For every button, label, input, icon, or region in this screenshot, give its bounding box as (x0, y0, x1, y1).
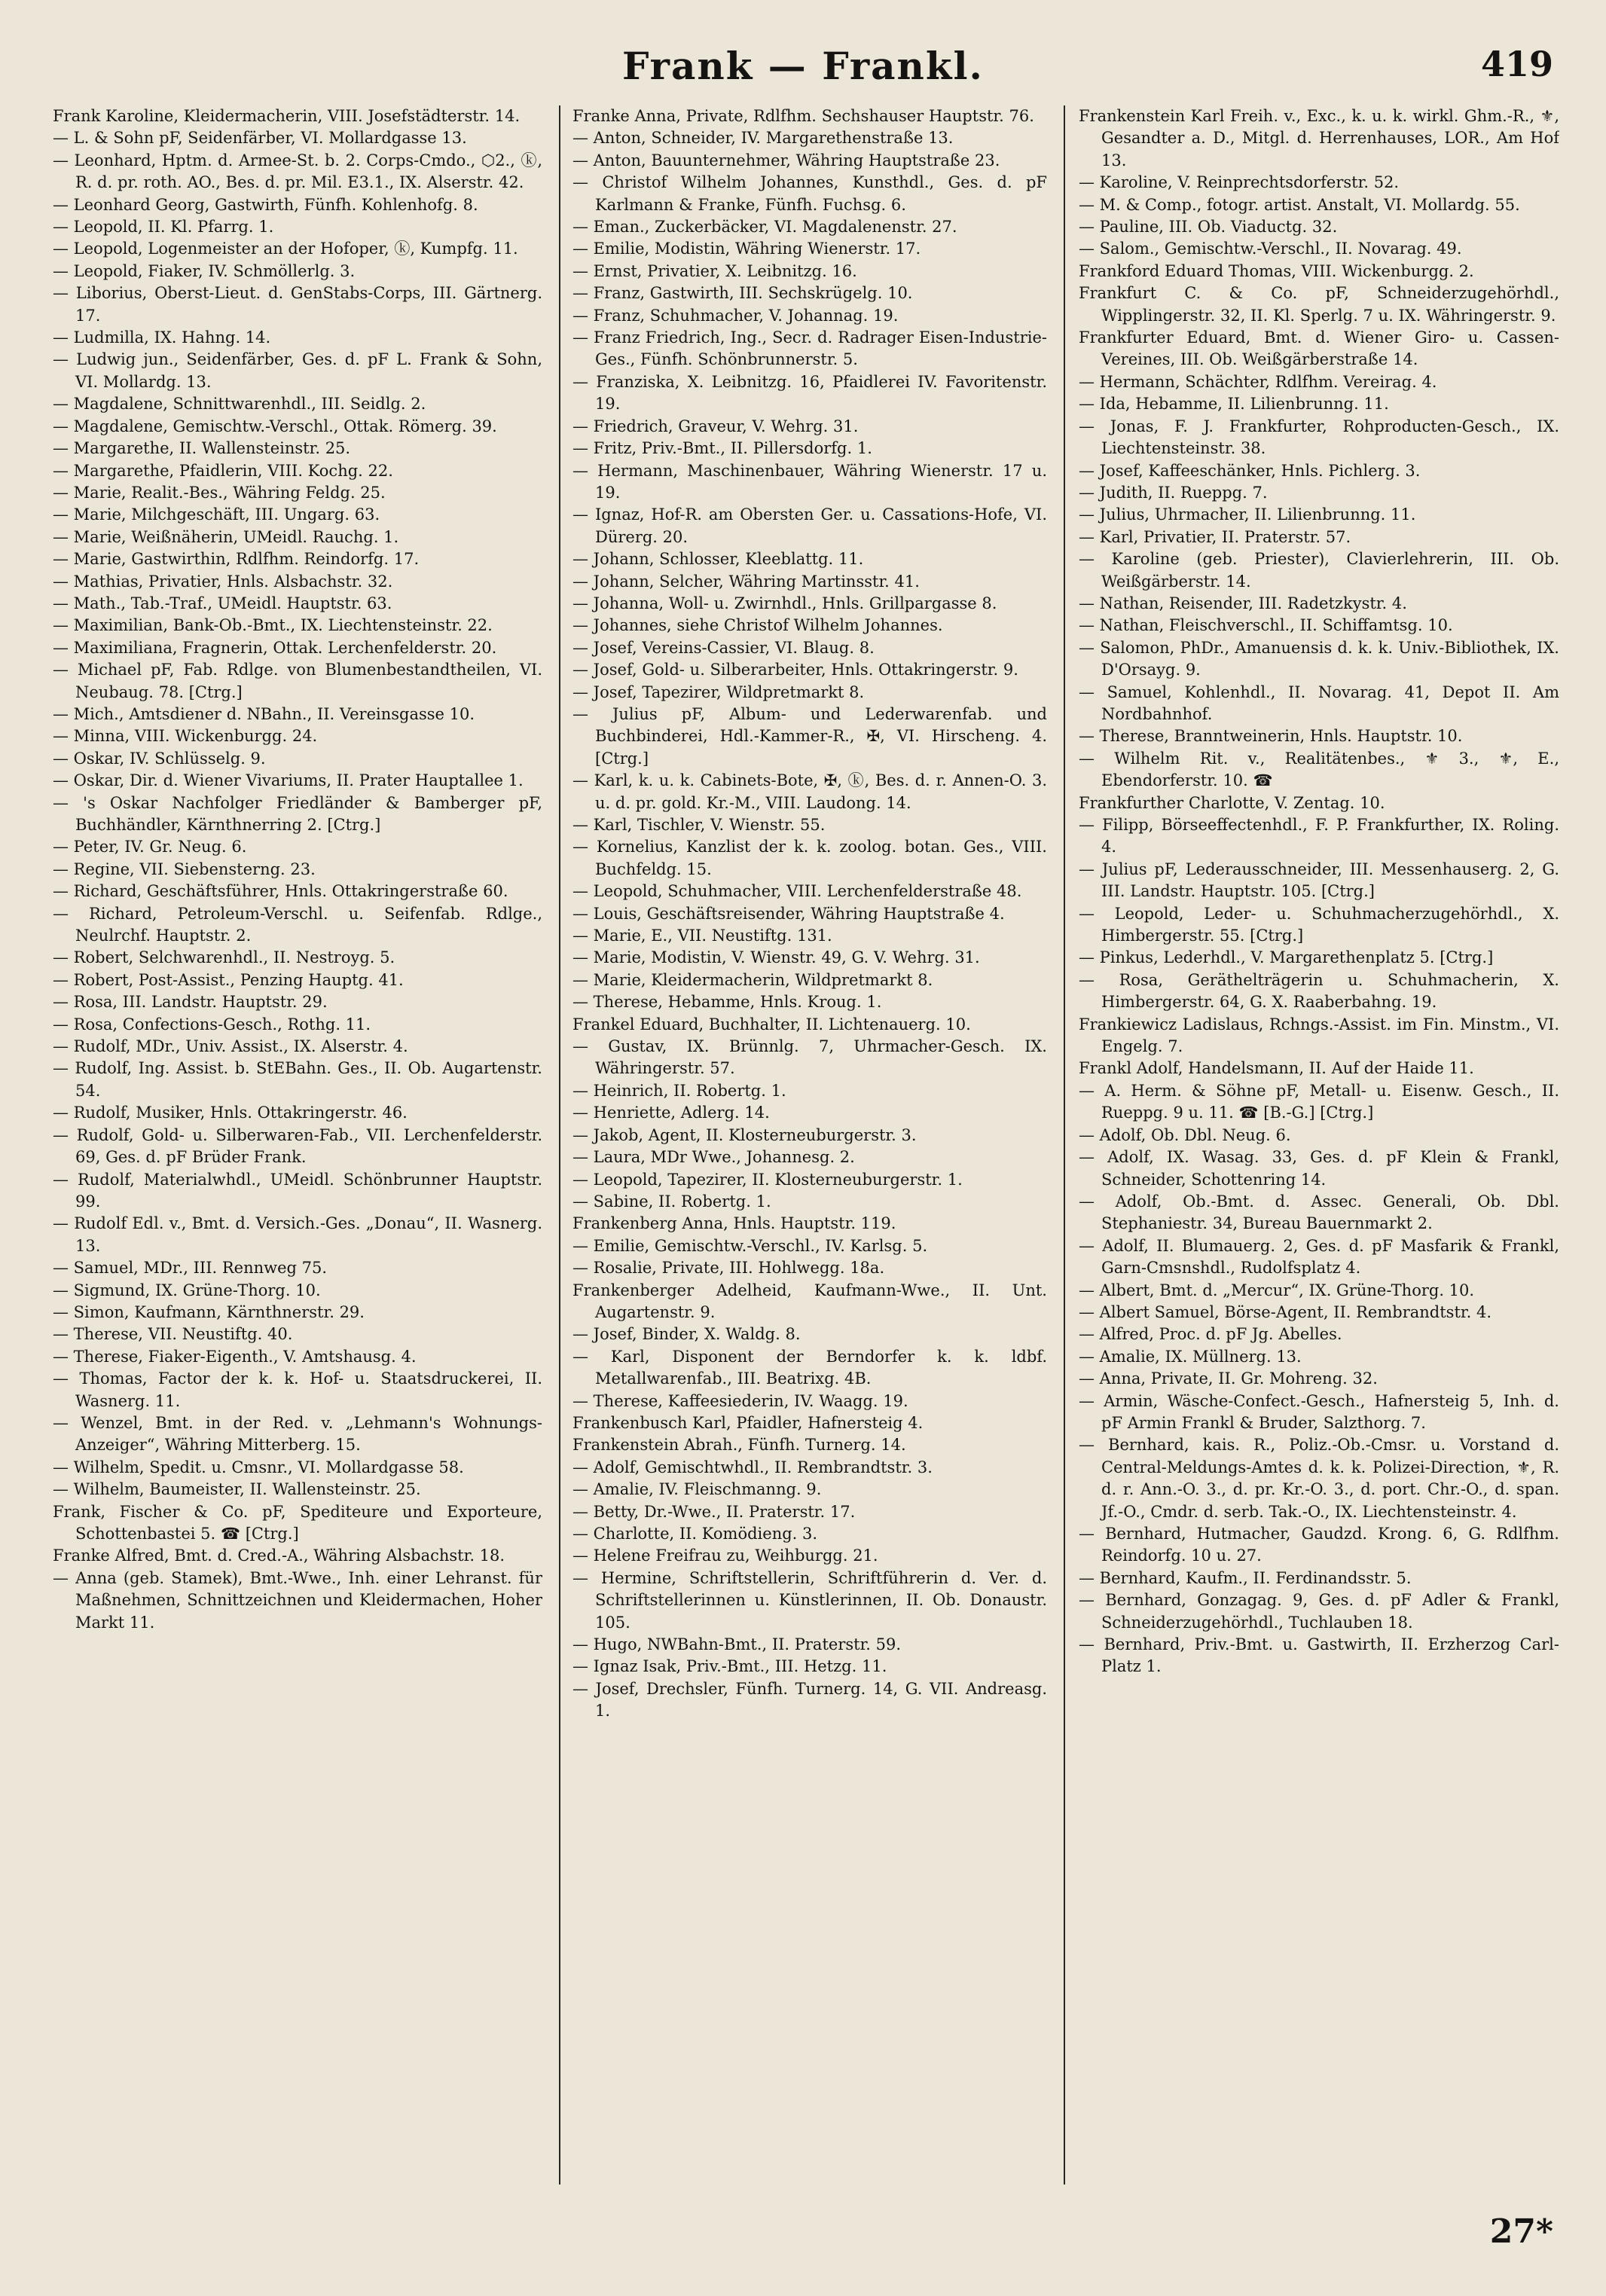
entry-columns (45, 105, 1559, 2185)
directory-entry: Frankenberger Adelheid, Kaufmann-Wwe., II. Unt. Augartenstr. 9. (572, 1281, 1047, 1321)
directory-entry: — Richard, Petroleum-Verschl. u. Seifenfab. Rdlge., Neulrchf. Hauptstr. 2. (53, 904, 542, 945)
directory-entry: — Franz Friedrich, Ing., Secr. d. Radrager Eisen-Industrie-Ges., Fünfh. Schönbrunnerstr. 5. (572, 328, 1047, 369)
directory-entry: — A. Herm. & Söhne pF, Metall- u. Eisenw. Gesch., II. Rueppg. 9 u. 11. ☎ [B.-G.] [Ctrg.] (1079, 1081, 1559, 1122)
directory-entry: — Amalie, IV. Fleischmanng. 9. (572, 1480, 822, 1499)
directory-entry: — Christof Wilhelm Johannes, Kunsthdl., Ges. d. pF Karlmann & Franke, Fünfh. Fuchsg. 6. (572, 173, 1047, 214)
directory-entry: Frank Karoline, Kleidermacherin, VIII. Josefstädterstr. 14. (53, 107, 521, 125)
directory-entry: Frankenberg Anna, Hnls. Hauptstr. 119. (572, 1214, 896, 1233)
directory-entry: — Nathan, Fleischverschl., II. Schiffamtsg. 10. (1079, 616, 1453, 635)
directory-entry: — Laura, MDr Wwe., Johannesg. 2. (572, 1148, 855, 1167)
directory-entry: — Josef, Kaffeeschänker, Hnls. Pichlerg. 3. (1079, 461, 1421, 480)
directory-entry: — Adolf, Gemischtwhdl., II. Rembrandtstr. 3. (572, 1458, 933, 1476)
directory-entry: Frankenbusch Karl, Pfaidler, Hafnersteig 4. (572, 1413, 924, 1432)
directory-entry: — Marie, Milchgeschäft, III. Ungarg. 63. (53, 505, 380, 524)
directory-entry: — Michael pF, Fab. Rdlge. von Blumenbestandtheilen, VI. Neubaug. 78. [Ctrg.] (53, 661, 542, 701)
directory-entry: — Thomas, Factor der k. k. Hof- u. Staatsdruckerei, II. Wasnerg. 11. (53, 1369, 542, 1410)
directory-entry: — Josef, Binder, X. Waldg. 8. (572, 1325, 801, 1344)
directory-entry: — Henriette, Adlerg. 14. (572, 1104, 770, 1122)
directory-entry: — Pinkus, Lederhdl., V. Margarethenplatz 5. [Ctrg.] (1079, 948, 1494, 967)
directory-entry: — Leopold, Schuhmacher, VIII. Lerchenfelderstraße 48. (572, 882, 1022, 901)
directory-entry: — L. & Sohn pF, Seidenfärber, VI. Mollardgasse 13. (53, 129, 467, 148)
directory-entry: — Regine, VII. Siebensterng. 23. (53, 859, 316, 878)
page-header (0, 39, 1606, 99)
directory-entry: — Magdalene, Schnittwarenhdl., III. Seidlg. 2. (53, 395, 426, 414)
directory-entry: — Mich., Amtsdiener d. NBahn., II. Vereinsgasse 10. (53, 704, 475, 723)
column-middle (572, 105, 1047, 2185)
directory-entry: Frankfurter Eduard, Bmt. d. Wiener Giro- u. Cassen-Vereines, III. Ob. Weißgärberstraße 14. (1079, 328, 1559, 369)
directory-entry: — Julius pF, Lederausschneider, III. Messenhauserg. 2, G. III. Landstr. Hauptstr. 105. [Ctrg.] (1079, 859, 1559, 901)
directory-entry: — Leonhard, Hptm. d. Armee-St. b. 2. Corps-Cmdo., ⬡2., ⓚ, R. d. pr. roth. AO., Bes. d. pr. Mil. E3.1., IX. Alserstr. 42. (53, 151, 542, 192)
directory-entry: — Robert, Post-Assist., Penzing Hauptg. 41. (53, 970, 404, 989)
directory-entry: — Rudolf Edl. v., Bmt. d. Versich.-Ges. „Donau“, II. Wasnerg. 13. (53, 1214, 542, 1255)
directory-entry: — Rudolf, MDr., Univ. Assist., IX. Alserstr. 4. (53, 1037, 408, 1056)
directory-entry: — Marie, Modistin, V. Wienstr. 49, G. V. Wehrg. 31. (572, 948, 980, 967)
directory-entry: — Marie, Gastwirthin, Rdlfhm. Reindorfg. 17. (53, 550, 420, 569)
directory-entry: — Rosa, III. Landstr. Hauptstr. 29. (53, 993, 328, 1012)
directory-entry: — Therese, VII. Neustiftg. 40. (53, 1325, 293, 1344)
signature-mark: 27* (1489, 2212, 1553, 2251)
directory-entry: — Judith, II. Rueppg. 7. (1079, 483, 1268, 502)
directory-entry: — Filipp, Börseeffectenhdl., F. P. Frankfurther, IX. Roling. 4. (1079, 816, 1559, 856)
column-divider (559, 105, 560, 2185)
directory-entry: — Josef, Drechsler, Fünfh. Turnerg. 14, G. VII. Andreasg. 1. (572, 1679, 1047, 1720)
directory-entry: — Alfred, Proc. d. pF Jg. Abelles. (1079, 1325, 1342, 1344)
directory-entry: — Adolf, Ob.-Bmt. d. Assec. Generali, Ob. Dbl. Stephaniestr. 34, Bureau Bauernmarkt 2. (1079, 1192, 1559, 1233)
directory-entry: — Armin, Wäsche-Confect.-Gesch., Hafnersteig 5, Inh. d. pF Armin Frankl & Bruder, Salzthorg. 7. (1079, 1391, 1559, 1432)
column-right (1079, 105, 1559, 2185)
directory-entry: — Julius, Uhrmacher, II. Lilienbrunng. 11. (1079, 505, 1416, 524)
directory-entry: — Margarethe, Pfaidlerin, VIII. Kochg. 22. (53, 461, 393, 480)
directory-entry: — Emilie, Gemischtw.-Verschl., IV. Karlsg. 5. (572, 1236, 928, 1255)
directory-entry: — Adolf, II. Blumauerg. 2, Ges. d. pF Masfarik & Frankl, Garn-Cmsnshdl., Rudolfsplatz 4. (1079, 1236, 1559, 1278)
directory-entry: — Anton, Bauunternehmer, Währing Hauptstraße 23. (572, 151, 1000, 169)
directory-entry: — Anna, Private, II. Gr. Mohreng. 32. (1079, 1369, 1378, 1388)
directory-entry: Frankford Eduard Thomas, VIII. Wickenburgg. 2. (1079, 261, 1474, 280)
directory-entry: — Hugo, NWBahn-Bmt., II. Praterstr. 59. (572, 1635, 902, 1654)
directory-entry: — Bernhard, Gonzagag. 9, Ges. d. pF Adler & Frankl, Schneiderzugehörhdl., Tuchlauben 18. (1079, 1591, 1559, 1632)
directory-entry: — Adolf, Ob. Dbl. Neug. 6. (1079, 1125, 1291, 1144)
directory-entry: — Fritz, Priv.-Bmt., II. Pillersdorfg. 1. (572, 439, 872, 458)
directory-entry: — Margarethe, II. Wallensteinstr. 25. (53, 439, 351, 458)
directory-entry: — Salom., Gemischtw.-Verschl., II. Novarag. 49. (1079, 240, 1462, 258)
directory-entry: — Wilhelm, Baumeister, II. Wallensteinstr. 25. (53, 1480, 421, 1499)
page-number: 419 (1480, 44, 1553, 84)
directory-entry: Frank, Fischer & Co. pF, Spediteure und Exporteure, Schottenbastei 5. ☎ [Ctrg.] (53, 1502, 542, 1543)
directory-entry: — Sabine, II. Robertg. 1. (572, 1192, 771, 1211)
directory-entry: — Robert, Selchwarenhdl., II. Nestroyg. 5. (53, 948, 395, 967)
directory-entry: — Math., Tab.-Traf., UMeidl. Hauptstr. 63. (53, 594, 392, 612)
directory-entry: — Mathias, Privatier, Hnls. Alsbachstr. 32. (53, 572, 393, 591)
directory-entry: Frankiewicz Ladislaus, Rchngs.-Assist. im Fin. Minstm., VI. Engelg. 7. (1079, 1015, 1559, 1056)
directory-entry: Frankfurt C. & Co. pF, Schneiderzugehörhdl., Wipplingerstr. 32, II. Kl. Sperlg. 7 u. IX. Währingerstr. 9. (1079, 284, 1559, 325)
directory-entry: — Josef, Vereins-Cassier, VI. Blaug. 8. (572, 638, 875, 657)
directory-entry: — Leopold, II. Kl. Pfarrg. 1. (53, 218, 274, 237)
directory-entry: — Ernst, Privatier, X. Leibnitzg. 16. (572, 261, 857, 280)
column-left (53, 105, 542, 2185)
directory-entry: — Simon, Kaufmann, Kärnthnerstr. 29. (53, 1302, 365, 1321)
directory-entry: — Therese, Kaffeesiederin, IV. Waagg. 19. (572, 1391, 908, 1410)
directory-entry: — Karl, Privatier, II. Praterstr. 57. (1079, 527, 1351, 546)
directory-entry: — Friedrich, Graveur, V. Wehrg. 31. (572, 417, 859, 435)
directory-entry: Frankfurther Charlotte, V. Zentag. 10. (1079, 793, 1385, 812)
directory-entry: — Magdalene, Gemischtw.-Verschl., Ottak. Römerg. 39. (53, 417, 497, 435)
directory-entry: Frankl Adolf, Handelsmann, II. Auf der Haide 11. (1079, 1059, 1474, 1078)
directory-entry: — Anna (geb. Stamek), Bmt.-Wwe., Inh. einer Lehranst. für Maßnehmen, Schnittzeichnen und Kleidermachen, Hoher Markt 11. (53, 1568, 542, 1632)
directory-entry: — Leonhard Georg, Gastwirth, Fünfh. Kohlenhofg. 8. (53, 195, 478, 214)
directory-entry: — Albert Samuel, Börse-Agent, II. Rembrandtstr. 4. (1079, 1302, 1492, 1321)
directory-entry: — Albert, Bmt. d. „Mercur“, IX. Grüne-Thorg. 10. (1079, 1281, 1475, 1299)
directory-entry: — Sigmund, IX. Grüne-Thorg. 10. (53, 1281, 321, 1299)
directory-entry: Franke Anna, Private, Rdlfhm. Sechshauser Hauptstr. 76. (572, 107, 1034, 125)
directory-entry: — Wilhelm, Spedit. u. Cmsnr., VI. Mollardgasse 58. (53, 1458, 464, 1476)
directory-entry: — Wilhelm Rit. v., Realitätenbes., ⚜ 3., ⚜, E., Ebendorferstr. 10. ☎ (1079, 749, 1559, 790)
directory-entry: — Karl, k. u. k. Cabinets-Bote, ✠, ⓚ, Bes. d. r. Annen-O. 3. u. d. pr. gold. Kr.-M., VIII. Laudong. 14. (572, 771, 1047, 812)
directory-entry: — Julius pF, Album- und Lederwarenfab. und Buchbinderei, Hdl.-Kammer-R., ✠, VI. Hirscheng. 4. [Ctrg.] (572, 704, 1047, 768)
directory-entry: — Josef, Gold- u. Silberarbeiter, Hnls. Ottakringerstr. 9. (572, 661, 1018, 679)
directory-entry: Franke Alfred, Bmt. d. Cred.-A., Währing Alsbachstr. 18. (53, 1546, 505, 1565)
directory-entry: — Franz, Schuhmacher, V. Johannag. 19. (572, 306, 899, 325)
directory-entry: — M. & Comp., fotogr. artist. Anstalt, VI. Mollardg. 55. (1079, 195, 1520, 214)
directory-entry: — Nathan, Reisender, III. Radetzkystr. 4. (1079, 594, 1407, 612)
directory-entry: — Ludmilla, IX. Hahng. 14. (53, 328, 271, 347)
directory-entry: — Bernhard, Priv.-Bmt. u. Gastwirth, II. Erzherzog Carl-Platz 1. (1079, 1635, 1559, 1676)
directory-entry: — Rudolf, Musiker, Hnls. Ottakringerstr. 46. (53, 1104, 408, 1122)
directory-entry: — Karoline (geb. Priester), Clavierlehrerin, III. Ob. Weißgärberstr. 14. (1079, 550, 1559, 591)
directory-entry: — Samuel, Kohlenhdl., II. Novarag. 41, Depot II. Am Nordbahnhof. (1079, 682, 1559, 723)
directory-entry: — Ignaz, Hof-R. am Obersten Ger. u. Cassations-Hofe, VI. Dürerg. 20. (572, 505, 1047, 546)
directory-entry: — Leopold, Fiaker, IV. Schmöllerlg. 3. (53, 261, 356, 280)
directory-entry: — Salomon, PhDr., Amanuensis d. k. k. Univ.-Bibliothek, IX. D'Orsayg. 9. (1079, 638, 1559, 679)
directory-entry: — Betty, Dr.-Wwe., II. Praterstr. 17. (572, 1502, 856, 1521)
directory-entry: — 's Oskar Nachfolger Friedländer & Bamberger pF, Buchhändler, Kärnthnerring 2. [Ctrg.] (53, 793, 542, 834)
directory-entry: — Jakob, Agent, II. Klosterneuburgerstr. 3. (572, 1125, 917, 1144)
directory-entry: — Oskar, Dir. d. Wiener Vivariums, II. Prater Hauptallee 1. (53, 771, 524, 790)
directory-entry: — Karl, Tischler, V. Wienstr. 55. (572, 816, 826, 834)
directory-entry: — Ida, Hebamme, II. Lilienbrunng. 11. (1079, 395, 1389, 414)
directory-entry: — Liborius, Oberst-Lieut. d. GenStabs-Corps, III. Gärtnerg. 17. (53, 284, 542, 325)
directory-entry: — Hermine, Schriftstellerin, Schriftführerin d. Ver. d. Schriftstellerinnen u. Künstlerinnen, II. Ob. Donaustr. 105. (572, 1568, 1047, 1632)
directory-entry: — Johann, Selcher, Währing Martinsstr. 41. (572, 572, 920, 591)
directory-entry: — Peter, IV. Gr. Neug. 6. (53, 838, 247, 856)
directory-entry: Frankel Eduard, Buchhalter, II. Lichtenauerg. 10. (572, 1015, 971, 1034)
directory-entry: — Gustav, IX. Brünnlg. 7, Uhrmacher-Gesch. IX. Währingerstr. 57. (572, 1037, 1047, 1078)
directory-entry: — Emilie, Modistin, Währing Wienerstr. 17. (572, 240, 921, 258)
directory-entry: — Maximilian, Bank-Ob.-Bmt., IX. Liechtensteinstr. 22. (53, 616, 493, 635)
directory-entry: — Leopold, Tapezirer, II. Klosterneuburgerstr. 1. (572, 1170, 963, 1189)
directory-entry: — Jonas, F. J. Frankfurter, Rohproducten-Gesch., IX. Liechtensteinstr. 38. (1079, 417, 1559, 458)
directory-entry: — Johannes, siehe Christof Wilhelm Johannes. (572, 616, 943, 635)
directory-entry: — Josef, Tapezirer, Wildpretmarkt 8. (572, 682, 865, 701)
directory-entry: — Amalie, IX. Müllnerg. 13. (1079, 1347, 1302, 1366)
directory-entry: — Minna, VIII. Wickenburgg. 24. (53, 727, 318, 746)
directory-entry: — Therese, Branntweinerin, Hnls. Hauptstr. 10. (1079, 727, 1463, 746)
directory-entry: — Samuel, MDr., III. Rennweg 75. (53, 1259, 328, 1278)
directory-entry: — Oskar, IV. Schlüsselg. 9. (53, 749, 266, 768)
directory-entry: — Hermann, Schächter, Rdlfhm. Vereirag. 4. (1079, 372, 1437, 391)
directory-entry: — Ludwig jun., Seidenfärber, Ges. d. pF L. Frank & Sohn, VI. Mollardg. 13. (53, 350, 542, 391)
directory-entry: — Franz, Gastwirth, III. Sechskrügelg. 10. (572, 284, 913, 303)
directory-entry: — Bernhard, kais. R., Poliz.-Ob.-Cmsr. u. Vorstand d. Central-Meldungs-Amtes d. k. k. Polizei-Direction, ⚜, R. d. r. Ann.-O. 3., d. pr. Kr.-O. 3., d. port. Chr.-O., d. span. Jf.-O., Cmdr. d. serb. Tak.-O., IX. Liechtensteinstr. 4. (1079, 1436, 1559, 1521)
directory-entry: — Therese, Fiaker-Eigenth., V. Amtshausg. 4. (53, 1347, 417, 1366)
directory-entry: — Adolf, IX. Wasag. 33, Ges. d. pF Klein & Frankl, Schneider, Schottenring 14. (1079, 1148, 1559, 1189)
directory-entry: Frankenstein Abrah., Fünfh. Turnerg. 14. (572, 1436, 906, 1455)
directory-entry: — Rudolf, Gold- u. Silberwaren-Fab., VII. Lerchenfelderstr. 69, Ges. d. pF Brüder Frank. (53, 1125, 542, 1167)
directory-entry: — Rudolf, Materialwhdl., UMeidl. Schönbrunner Hauptstr. 99. (53, 1170, 542, 1211)
directory-entry: — Heinrich, II. Robertg. 1. (572, 1081, 786, 1100)
directory-entry: — Karoline, V. Reinprechtsdorferstr. 52. (1079, 173, 1400, 192)
directory-entry: — Richard, Geschäftsführer, Hnls. Ottakringerstraße 60. (53, 882, 508, 901)
directory-entry: — Ignaz Isak, Priv.-Bmt., III. Hetzg. 11. (572, 1657, 887, 1676)
directory-entry: — Marie, Weißnäherin, UMeidl. Rauchg. 1. (53, 527, 399, 546)
directory-entry: — Charlotte, II. Komödieng. 3. (572, 1525, 818, 1543)
directory-entry: — Eman., Zuckerbäcker, VI. Magdalenenstr. 27. (572, 218, 957, 237)
directory-entry: — Helene Freifrau zu, Weihburgg. 21. (572, 1546, 878, 1565)
directory-entry: — Rosa, Confections-Gesch., Rothg. 11. (53, 1015, 371, 1034)
directory-entry: — Maximiliana, Fragnerin, Ottak. Lerchenfelderstr. 20. (53, 638, 497, 657)
directory-entry: — Bernhard, Kaufm., II. Ferdinandsstr. 5. (1079, 1568, 1412, 1587)
directory-entry: — Franziska, X. Leibnitzg. 16, Pfaidlerei IV. Favoritenstr. 19. (572, 372, 1047, 414)
directory-entry: — Rosalie, Private, III. Hohlwegg. 18a. (572, 1259, 885, 1278)
directory-entry: — Louis, Geschäftsreisender, Währing Hauptstraße 4. (572, 904, 1005, 923)
directory-entry: — Leopold, Leder- u. Schuhmacherzugehörhdl., X. Himbergerstr. 55. [Ctrg.] (1079, 904, 1559, 945)
directory-entry: — Kornelius, Kanzlist der k. k. zoolog. botan. Ges., VIII. Buchfeldg. 15. (572, 838, 1047, 878)
directory-entry: — Rudolf, Ing. Assist. b. StEBahn. Ges., II. Ob. Augartenstr. 54. (53, 1059, 542, 1100)
directory-entry: — Leopold, Logenmeister an der Hofoper, ⓚ, Kumpfg. 11. (53, 240, 518, 258)
directory-entry: — Karl, Disponent der Berndorfer k. k. ldbf. Metallwarenfab., III. Beatrixg. 4B. (572, 1347, 1047, 1388)
directory-entry: — Bernhard, Hutmacher, Gaudzd. Krong. 6, G. Rdlfhm. Reindorfg. 10 u. 27. (1079, 1525, 1559, 1565)
directory-entry: — Anton, Schneider, IV. Margarethenstraße 13. (572, 129, 954, 148)
directory-entry: — Marie, Realit.-Bes., Währing Feldg. 25. (53, 483, 386, 502)
directory-entry: — Therese, Hebamme, Hnls. Kroug. 1. (572, 993, 882, 1012)
column-divider (1064, 105, 1065, 2185)
directory-entry: — Pauline, III. Ob. Viaductg. 32. (1079, 218, 1338, 237)
directory-entry: — Marie, E., VII. Neustiftg. 131. (572, 927, 832, 945)
directory-entry: — Hermann, Maschinenbauer, Währing Wienerstr. 17 u. 19. (572, 461, 1047, 502)
directory-entry: — Marie, Kleidermacherin, Wildpretmarkt 8. (572, 970, 933, 989)
running-title: Frank — Frankl. (622, 44, 984, 88)
directory-entry: — Rosa, Geräthelträgerin u. Schuhmacherin, X. Himbergerstr. 64, G. X. Raaberbahng. 19. (1079, 970, 1559, 1012)
directory-entry: — Johanna, Woll- u. Zwirnhdl., Hnls. Grillpargasse 8. (572, 594, 997, 612)
directory-entry: Frankenstein Karl Freih. v., Exc., k. u. k. wirkl. Ghm.-R., ⚜, Gesandter a. D., Mitgl. d. Herrenhauses, LOR., Am Hof 13. (1079, 107, 1559, 169)
directory-entry: — Wenzel, Bmt. in der Red. v. „Lehmann's Wohnungs-Anzeiger“, Währing Mitterberg. 15. (53, 1413, 542, 1455)
directory-entry: — Johann, Schlosser, Kleeblattg. 11. (572, 550, 864, 569)
